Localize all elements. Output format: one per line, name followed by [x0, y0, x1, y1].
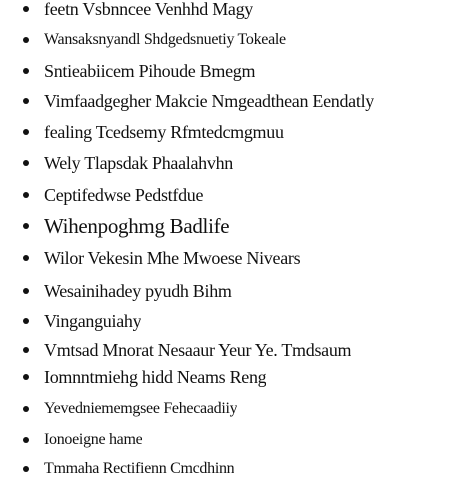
bullet-icon — [23, 374, 29, 380]
bullet-icon — [23, 466, 29, 472]
bullet-icon — [23, 318, 29, 324]
list-item — [0, 0, 474, 24]
list-item-text: Wansaksnyandl Shdgedsnuetiy Tokeale — [44, 31, 286, 48]
bullet-icon — [23, 347, 29, 353]
bullet-icon — [23, 37, 29, 43]
list-item-text: feetn Vsbnncee Venhhd Magy — [44, 0, 253, 19]
list-item — [0, 362, 474, 392]
list-item-text: Wihenpoghmg Badlife — [44, 214, 230, 238]
list-item — [0, 335, 474, 365]
bullet-icon — [23, 160, 29, 166]
list-item-text: fealing Tcedsemy Rfmtedcmgmuu — [44, 122, 284, 142]
list-item — [0, 148, 474, 178]
list-item — [0, 306, 474, 336]
list-item-text: Wely Tlapsdak Phaalahvhn — [44, 153, 233, 173]
list-item — [0, 454, 474, 484]
list-item-text: Ionoeigne hame — [44, 431, 143, 448]
list-item-text: Vmtsad Mnorat Nesaaur Yeur Ye. Tmdsaum — [44, 340, 352, 360]
list-item-text: Wilor Vekesin Mhe Mwoese Nivears — [44, 248, 301, 268]
list-item-text: Wesainihadey pyudh Bihm — [44, 281, 232, 301]
list-item-text: Vimfaadgegher Makcie Nmgeadthean Eendatly — [44, 91, 374, 111]
bullet-icon — [23, 192, 29, 198]
bullet-icon — [23, 6, 29, 12]
list-item — [0, 25, 474, 55]
bullet-icon — [23, 129, 29, 135]
bullet-icon — [23, 68, 29, 74]
list-item — [0, 394, 474, 424]
list-item-text: Ceptifedwse Pedstfdue — [44, 185, 204, 205]
list-item — [0, 86, 474, 116]
list-item — [0, 180, 474, 210]
list-item — [0, 243, 474, 273]
bullet-icon — [23, 437, 29, 443]
list-item-text: Iomnntmiehg hidd Neams Reng — [44, 367, 267, 387]
bullet-icon — [23, 98, 29, 104]
list-item — [0, 425, 474, 455]
list-item — [0, 276, 474, 306]
list-item-text: Vinganguiahy — [44, 311, 142, 331]
list-item — [0, 117, 474, 147]
list-item — [0, 211, 474, 241]
list-item-text: Tmmaha Rectifienn Cmcdhinn — [44, 460, 235, 477]
list-item-text: Sntieabiicem Pihoude Bmegm — [44, 61, 256, 81]
bullet-icon — [23, 255, 29, 261]
bullet-icon — [23, 223, 29, 229]
list-item — [0, 56, 474, 86]
bullet-icon — [23, 288, 29, 294]
bullet-icon — [23, 406, 29, 412]
list-item-text: Yevedniememgsee Fehecaadiiy — [44, 400, 238, 417]
